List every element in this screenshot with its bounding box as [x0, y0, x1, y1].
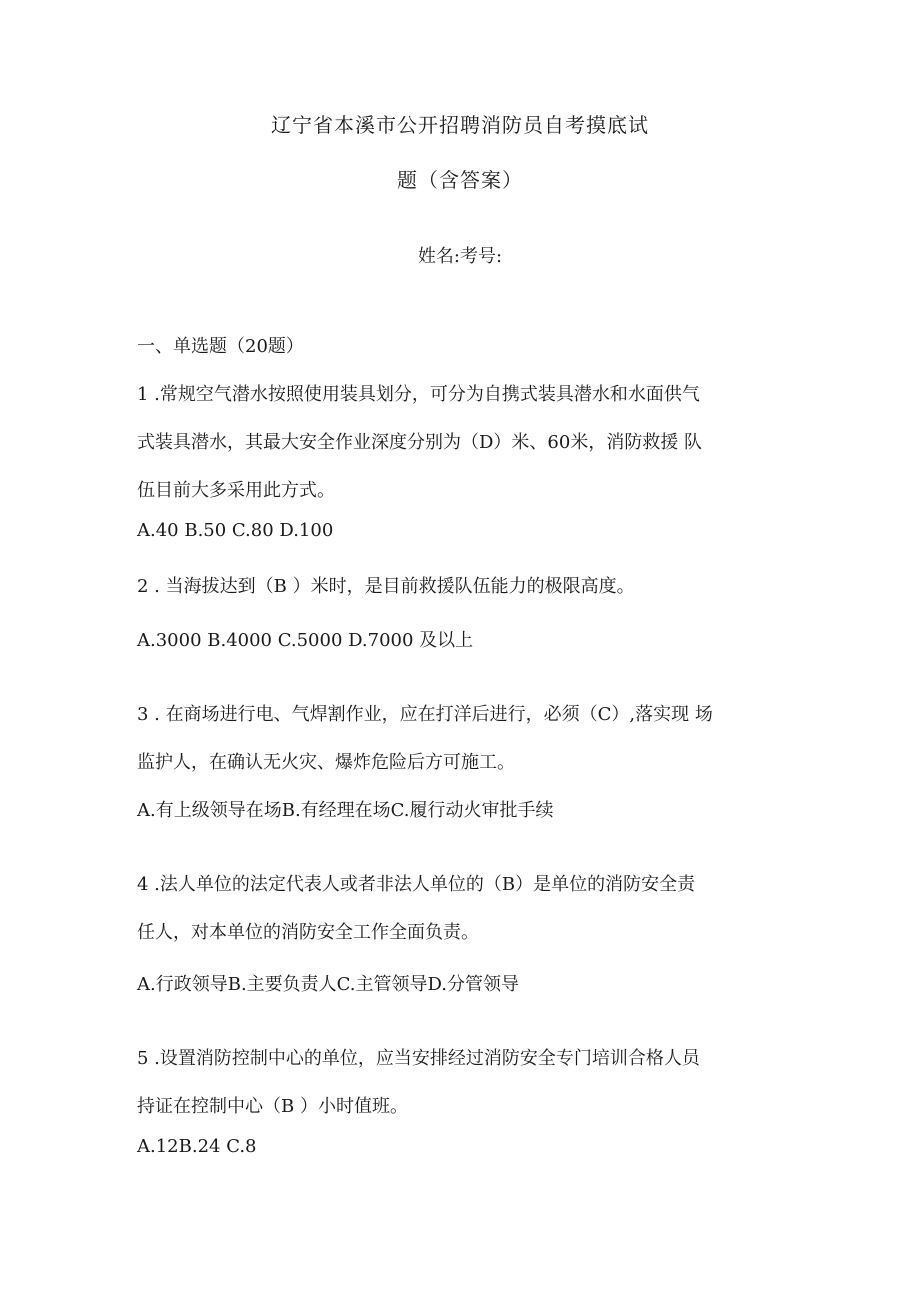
question-4-line-2: 任人，对本单位的消防安全工作全面负责。 — [137, 922, 479, 943]
name-and-exam-number-label: 姓名:考号: — [417, 246, 503, 267]
question-5-line-1: 5 .设置消防控制中心的单位，应当安排经过消防安全专门培训合格人员 — [137, 1048, 700, 1069]
question-1-options: A.40 B.50 C.80 D.100 — [137, 520, 334, 541]
question-4-line-1: 4 .法人单位的法定代表人或者非法人单位的（B）是单位的消防安全责 — [137, 874, 696, 895]
section-heading: 一、单选题（20题） — [137, 336, 304, 357]
question-4-options: A.行政领导B.主要负责人C.主管领导D.分管领导 — [137, 974, 520, 995]
question-1-line-3: 伍目前大多采用此方式。 — [137, 480, 335, 501]
document-title-line-2: 题（含答案） — [397, 168, 523, 192]
document-title-line-1: 辽宁省本溪市公开招聘消防员自考摸底试 — [271, 113, 649, 137]
question-2-line-1: 2 . 当海拔达到（B ）米时，是目前救援队伍能力的极限高度。 — [137, 576, 635, 597]
question-5-line-2: 持证在控制中心（B ）小时值班。 — [137, 1096, 408, 1117]
question-3-options: A.有上级领导在场B.有经理在场C.履行动火审批手续 — [137, 800, 554, 821]
question-5-options: A.12B.24 C.8 — [137, 1136, 257, 1157]
question-3-line-1: 3 . 在商场进行电、气焊割作业，应在打洋后进行，必须（C）,落实现 场 — [137, 704, 713, 725]
question-3-line-2: 监护人，在确认无火灾、爆炸危险后方可施工。 — [137, 752, 515, 773]
question-2-options: A.3000 B.4000 C.5000 D.7000 及以上 — [137, 630, 474, 651]
question-1-line-1: 1 .常规空气潜水按照使用装具划分，可分为自携式装具潜水和水面供气 — [137, 384, 700, 405]
question-1-line-2: 式装具潜水，其最大安全作业深度分别为（D）米、60米，消防救援 队 — [137, 432, 703, 453]
